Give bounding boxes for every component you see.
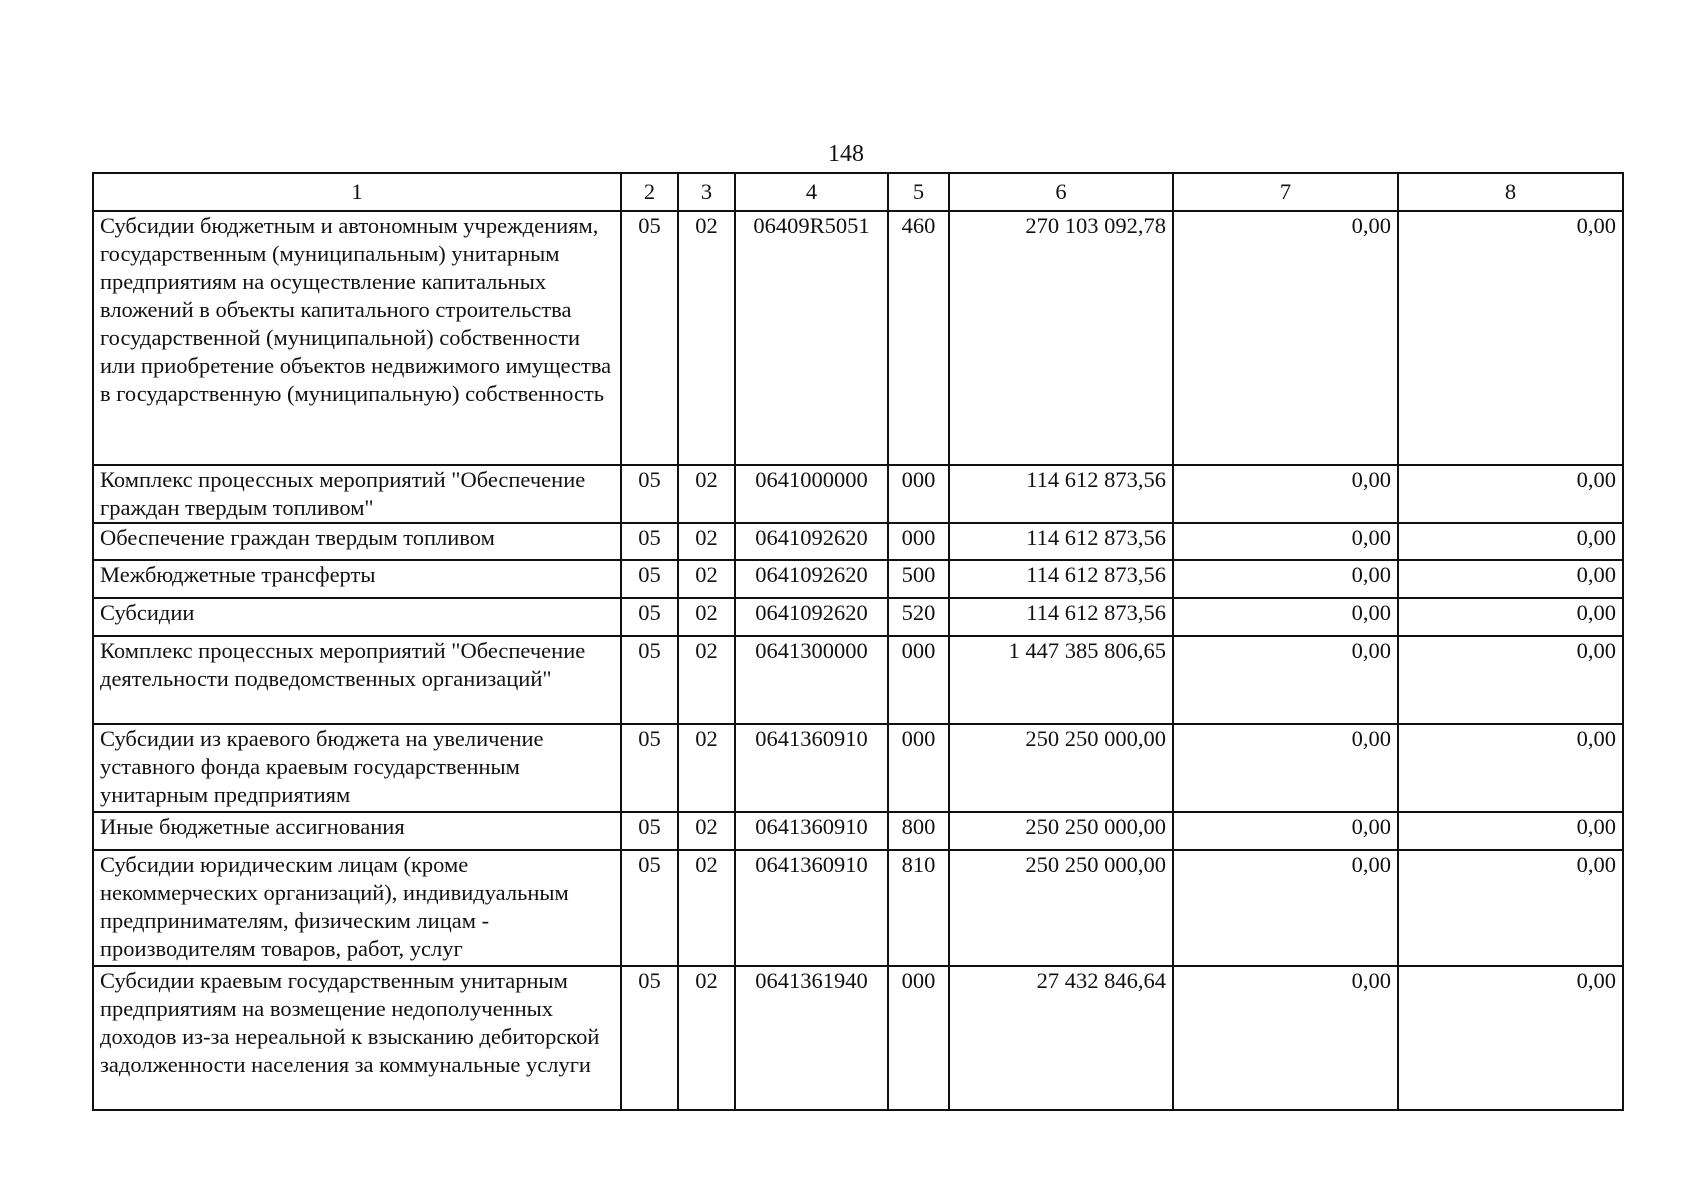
row-target-code: 0641360910 xyxy=(735,724,888,812)
row-target-code: 0641361940 xyxy=(735,966,888,1110)
row-amount-7: 0,00 xyxy=(1173,598,1398,636)
table-row xyxy=(93,966,1623,1110)
row-name: Комплекс процессных мероприятий "Обеспечение граждан твердым топливом" xyxy=(93,465,621,523)
row-name: Субсидии из краевого бюджета на увеличение уставного фонда краевым государственным унитарным предприятиям xyxy=(93,724,621,812)
header-col-5: 5 xyxy=(888,173,949,211)
row-amount-8: 0,00 xyxy=(1398,523,1623,560)
row-amount-6: 114 612 873,56 xyxy=(949,598,1173,636)
row-expense-type: 810 xyxy=(888,850,949,966)
row-amount-7: 0,00 xyxy=(1173,211,1398,465)
page-number: 148 xyxy=(828,141,864,167)
row-amount-6: 250 250 000,00 xyxy=(949,812,1173,850)
row-amount-7: 0,00 xyxy=(1173,812,1398,850)
table-row xyxy=(93,812,1623,850)
row-target-code: 0641092620 xyxy=(735,523,888,560)
row-name: Субсидии xyxy=(93,598,621,636)
row-name: Иные бюджетные ассигнования xyxy=(93,812,621,850)
row-amount-6: 27 432 846,64 xyxy=(949,966,1173,1110)
row-section: 05 xyxy=(621,523,678,560)
table-row xyxy=(93,724,1623,812)
row-section: 05 xyxy=(621,724,678,812)
row-amount-6: 114 612 873,56 xyxy=(949,523,1173,560)
row-amount-6: 114 612 873,56 xyxy=(949,560,1173,598)
row-section: 05 xyxy=(621,636,678,724)
row-name: Субсидии краевым государственным унитарным предприятиям на возмещение недополученных доходов из-за нереальной к взысканию дебиторской задолженности населения за коммунальные услуги xyxy=(93,966,621,1110)
row-expense-type: 500 xyxy=(888,560,949,598)
header-col-7: 7 xyxy=(1173,173,1398,211)
table-row xyxy=(93,211,1623,465)
row-section: 05 xyxy=(621,812,678,850)
row-section: 05 xyxy=(621,211,678,465)
row-subsection: 02 xyxy=(678,598,735,636)
row-expense-type: 520 xyxy=(888,598,949,636)
row-section: 05 xyxy=(621,850,678,966)
row-amount-8: 0,00 xyxy=(1398,598,1623,636)
row-amount-7: 0,00 xyxy=(1173,560,1398,598)
header-row xyxy=(93,173,1623,211)
header-col-8: 8 xyxy=(1398,173,1623,211)
table-row xyxy=(93,850,1623,966)
row-amount-7: 0,00 xyxy=(1173,850,1398,966)
row-subsection: 02 xyxy=(678,850,735,966)
header-col-6: 6 xyxy=(949,173,1173,211)
row-amount-8: 0,00 xyxy=(1398,636,1623,724)
row-section: 05 xyxy=(621,465,678,523)
row-amount-6: 114 612 873,56 xyxy=(949,465,1173,523)
row-name: Обеспечение граждан твердым топливом xyxy=(93,523,621,560)
budget-table xyxy=(92,172,1624,1111)
row-name: Субсидии юридическим лицам (кроме некоммерческих организаций), индивидуальным предпринимателям, физическим лицам - производителям товаров, работ, услуг xyxy=(93,850,621,966)
row-subsection: 02 xyxy=(678,812,735,850)
row-subsection: 02 xyxy=(678,465,735,523)
row-expense-type: 000 xyxy=(888,523,949,560)
row-amount-6: 250 250 000,00 xyxy=(949,850,1173,966)
row-amount-6: 250 250 000,00 xyxy=(949,724,1173,812)
row-amount-6: 270 103 092,78 xyxy=(949,211,1173,465)
table-row xyxy=(93,523,1623,560)
table-row xyxy=(93,560,1623,598)
row-name: Субсидии бюджетным и автономным учреждениям, государственным (муниципальным) унитарным предприятиям на осуществление капитальных вложений в объекты капитального строительства государственной (муниципальной) собственности или приобретение объектов недвижимого имущества в государственную (муниципальную) собственность xyxy=(93,211,621,465)
row-section: 05 xyxy=(621,598,678,636)
row-amount-7: 0,00 xyxy=(1173,966,1398,1110)
row-amount-8: 0,00 xyxy=(1398,465,1623,523)
row-target-code: 0641092620 xyxy=(735,598,888,636)
row-name: Комплекс процессных мероприятий "Обеспечение деятельности подведомственных организаций" xyxy=(93,636,621,724)
row-amount-8: 0,00 xyxy=(1398,966,1623,1110)
row-amount-8: 0,00 xyxy=(1398,812,1623,850)
row-amount-7: 0,00 xyxy=(1173,523,1398,560)
header-col-4: 4 xyxy=(735,173,888,211)
row-target-code: 0641360910 xyxy=(735,850,888,966)
table-row xyxy=(93,465,1623,523)
row-expense-type: 000 xyxy=(888,465,949,523)
row-name: Межбюджетные трансферты xyxy=(93,560,621,598)
row-amount-7: 0,00 xyxy=(1173,636,1398,724)
row-amount-8: 0,00 xyxy=(1398,850,1623,966)
row-subsection: 02 xyxy=(678,724,735,812)
row-amount-8: 0,00 xyxy=(1398,211,1623,465)
row-subsection: 02 xyxy=(678,560,735,598)
row-amount-7: 0,00 xyxy=(1173,724,1398,812)
row-target-code: 06409R5051 xyxy=(735,211,888,465)
table-row xyxy=(93,598,1623,636)
row-subsection: 02 xyxy=(678,966,735,1110)
header-col-1: 1 xyxy=(93,173,621,211)
row-amount-8: 0,00 xyxy=(1398,560,1623,598)
row-target-code: 0641000000 xyxy=(735,465,888,523)
row-amount-8: 0,00 xyxy=(1398,724,1623,812)
row-target-code: 0641092620 xyxy=(735,560,888,598)
row-expense-type: 800 xyxy=(888,812,949,850)
row-expense-type: 000 xyxy=(888,724,949,812)
row-amount-7: 0,00 xyxy=(1173,465,1398,523)
header-col-2: 2 xyxy=(621,173,678,211)
row-amount-6: 1 447 385 806,65 xyxy=(949,636,1173,724)
row-expense-type: 460 xyxy=(888,211,949,465)
row-subsection: 02 xyxy=(678,523,735,560)
table-row xyxy=(93,636,1623,724)
row-subsection: 02 xyxy=(678,211,735,465)
row-expense-type: 000 xyxy=(888,636,949,724)
row-subsection: 02 xyxy=(678,636,735,724)
row-target-code: 0641300000 xyxy=(735,636,888,724)
row-target-code: 0641360910 xyxy=(735,812,888,850)
row-expense-type: 000 xyxy=(888,966,949,1110)
row-section: 05 xyxy=(621,966,678,1110)
header-col-3: 3 xyxy=(678,173,735,211)
row-section: 05 xyxy=(621,560,678,598)
